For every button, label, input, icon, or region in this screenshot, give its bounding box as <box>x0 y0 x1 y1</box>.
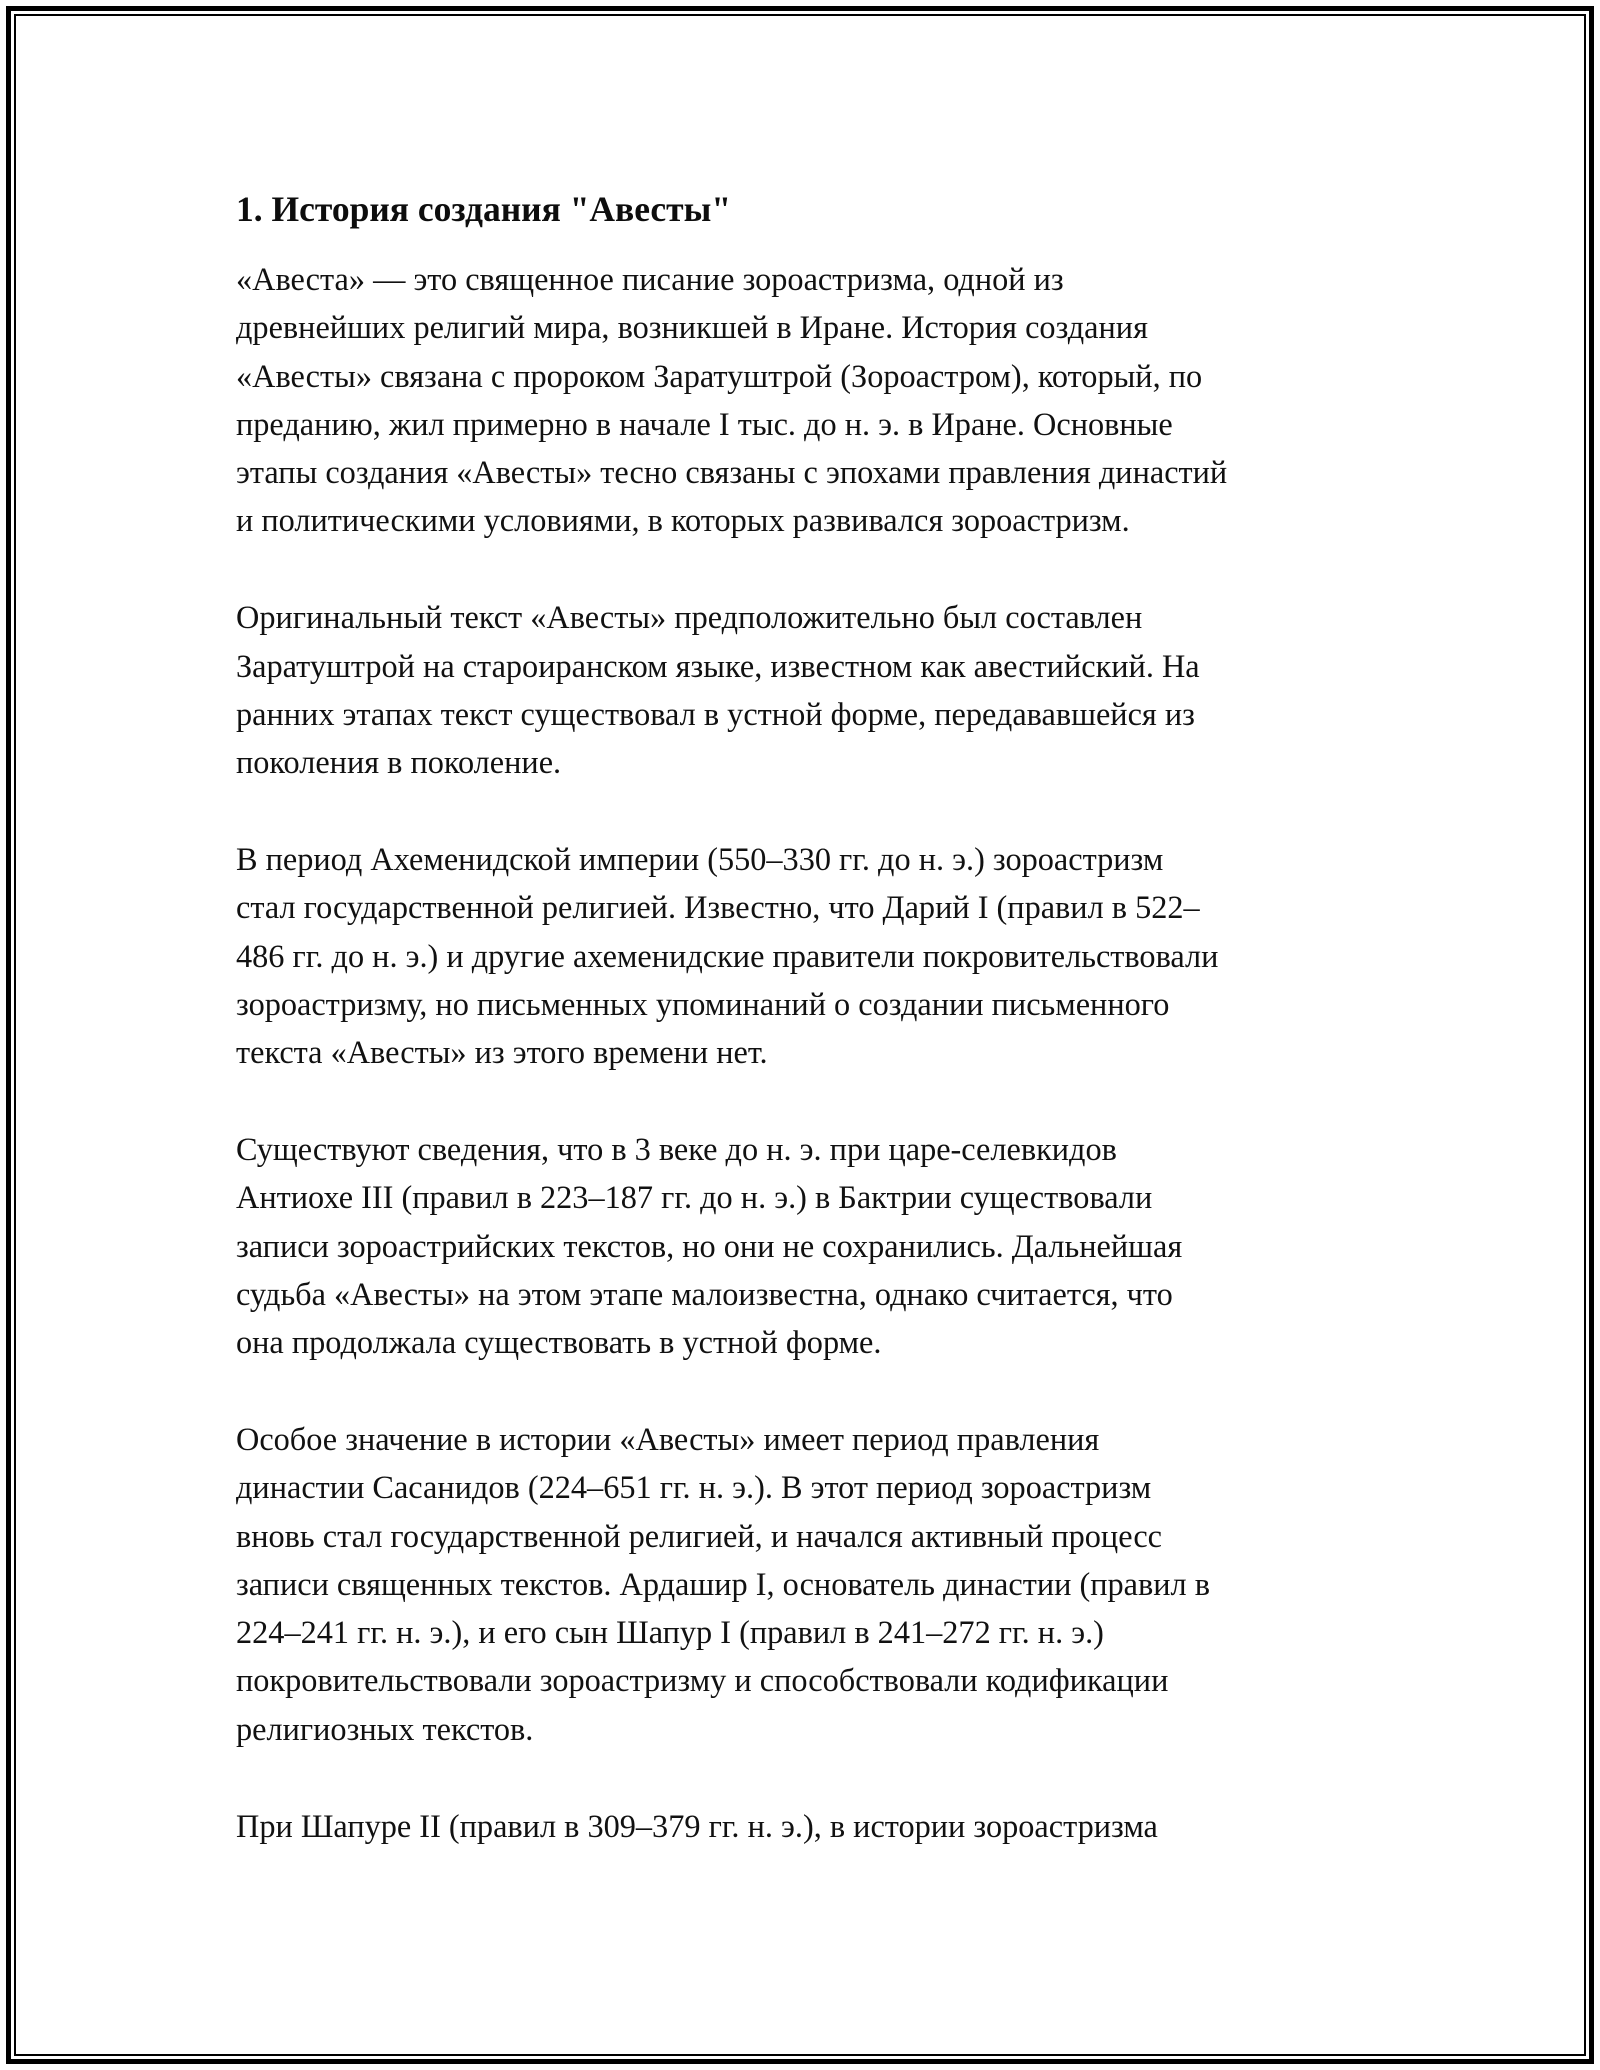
text-line: преданию, жил примерно в начале I тыс. до н. э. в Иране. Основные <box>236 405 1173 442</box>
text-line: «Авеста» — это священное писание зороастризма, одной из <box>236 261 1064 297</box>
text-line: записи священных текстов. Ардашир I, основатель династии (правил в <box>236 1565 1210 1602</box>
text-line: Заратуштрой на староиранском языке, известном как авестийский. На <box>236 647 1200 684</box>
text-line: религиозных текстов. <box>236 1710 534 1747</box>
text-line: текста «Авесты» из этого времени нет. <box>236 1034 768 1071</box>
paragraph-2 <box>236 593 1376 786</box>
text-line: стал государственной религией. Известно, что Дарий I (правил в 522– <box>236 889 1200 926</box>
text-line: вновь стал государственной религией, и начался активный процесс <box>236 1517 1163 1554</box>
text-line: покровительствовали зороастризму и способствовали кодификации <box>236 1662 1169 1699</box>
text-line: древнейших религий мира, возникшей в Иране. История создания <box>236 309 1148 346</box>
text-line: поколения в поколение. <box>236 744 562 781</box>
paragraph-3 <box>236 835 1376 1076</box>
text-line: и политическими условиями, в которых развивался зороастризм. <box>236 502 1130 539</box>
text-line: ранних этапах текст существовал в устной форме, передававшейся из <box>236 695 1195 732</box>
text-line: «Авесты» связана с пророком Заратуштрой (Зороастром), который, по <box>236 357 1203 394</box>
text-line: Существуют сведения, что в 3 веке до н. э. при царе-селевкидов <box>236 1130 1117 1167</box>
text-line: судьба «Авесты» на этом этапе малоизвестна, однако считается, что <box>236 1275 1173 1312</box>
text-line: она продолжала существовать в устной форме. <box>236 1324 882 1361</box>
paragraph-5 <box>236 1415 1376 1753</box>
paragraph-4 <box>236 1125 1376 1366</box>
document-body <box>236 185 1376 1898</box>
text-line: этапы создания «Авесты» тесно связаны с эпохами правления династий <box>236 454 1228 491</box>
text-line: 224–241 гг. н. э.), и его сын Шапур I (правил в 241–272 гг. н. э.) <box>236 1614 1104 1651</box>
text-line: записи зороастрийских текстов, но они не сохранились. Дальнейшая <box>236 1227 1183 1264</box>
text-line: Антиохе III (правил в 223–187 гг. до н. э.) в Бактрии существовали <box>236 1179 1153 1216</box>
text-line: династии Сасанидов (224–651 гг. н. э.). В этот период зороастризм <box>236 1469 1152 1506</box>
section-heading: 1. История создания "Авесты" <box>236 189 732 229</box>
text-line: В период Ахеменидской империи (550–330 гг. до н. э.) зороастризм <box>236 840 1164 877</box>
text-line: зороастризму, но письменных упоминаний о создании письменного <box>236 985 1170 1022</box>
paragraph-1 <box>236 255 1376 545</box>
text-line: Оригинальный текст «Авесты» предположительно был составлен <box>236 599 1143 636</box>
paragraph-6 <box>236 1802 1376 1850</box>
text-line: Особое значение в истории «Авесты» имеет период правления <box>236 1420 1100 1457</box>
text-line: При Шапуре II (правил в 309–379 гг. н. э.), в истории зороастризма <box>236 1807 1158 1844</box>
text-line: 486 гг. до н. э.) и другие ахеменидские правители покровительствовали <box>236 937 1219 974</box>
